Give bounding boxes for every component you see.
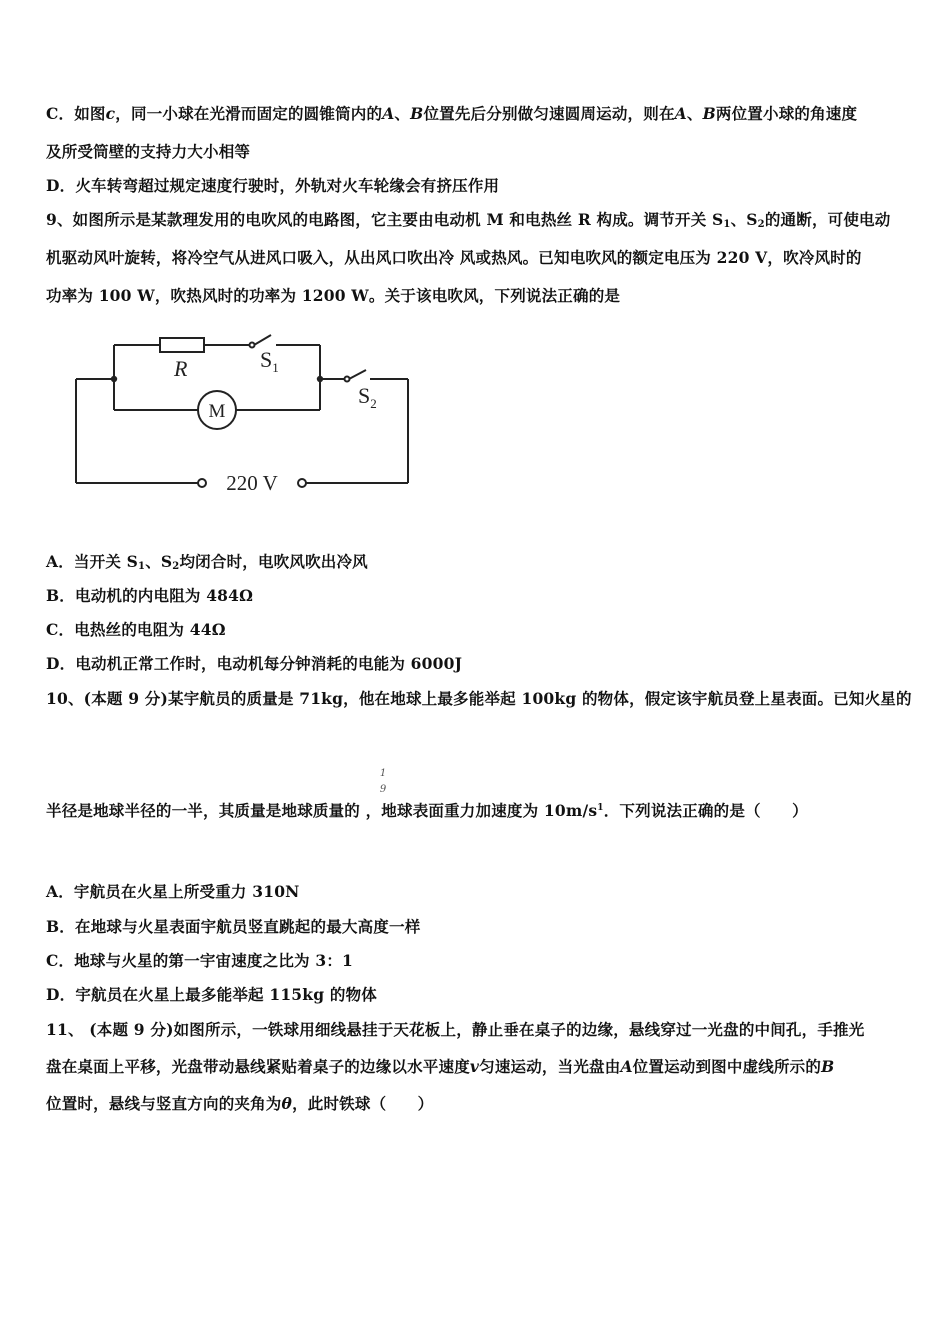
q9-option-d: D．电动机正常工作时，电动机每分钟消耗的电能为 6000J bbox=[46, 654, 463, 673]
fraction-one-ninth: 1 9 bbox=[379, 768, 387, 795]
q10-option-c: C．地球与火星的第一宇宙速度之比为 3：1 bbox=[46, 951, 354, 970]
q10-stem-line2: 半径是地球半径的一半，其质量是地球质量的 ，地球表面重力加速度为 $10m/s^1$．下列说法正确的是（ ） bbox=[46, 801, 808, 820]
terminal-left bbox=[198, 479, 206, 487]
label-m: M bbox=[208, 401, 226, 422]
q10-stem-line1: 10、(本题 9 分)某宇航员的质量是 71kg，他在地球上最多能举起 100kg 的物体，假定该宇航员登上星表面。已知火星的 bbox=[46, 689, 912, 708]
resistor-r bbox=[160, 338, 204, 352]
switch-s1 bbox=[254, 335, 271, 345]
q10-option-d: D．宇航员在火星上最多能举起 115kg 的物体 bbox=[46, 985, 377, 1004]
junction-left bbox=[111, 376, 117, 382]
label-s1: $S_1$ bbox=[260, 347, 279, 375]
q8-option-d: D．火车转弯超过规定速度行驶时，外轨对火车轮缘会有挤压作用 bbox=[46, 176, 500, 195]
circuit-diagram bbox=[70, 330, 420, 502]
q9-stem-line1: 9、如图所示是某款理发用的电吹风的电路图，它主要由电动机 M 和电热丝 R 构成。调节开关 $S_1$、$S_2$的通断，可使电动 bbox=[46, 210, 891, 230]
terminal-right bbox=[298, 479, 306, 487]
q8-option-c-line1: C．如图c，同一小球在光滑而固定的圆锥筒内的A、B位置先后分别做匀速圆周运动，则在A、B两位置小球的角速度 bbox=[46, 104, 858, 123]
label-voltage: 220 V bbox=[226, 471, 278, 495]
q9-stem-line3: 功率为 100 W，吹热风时的功率为 1200 W。关于该电吹风，下列说法正确的是 bbox=[46, 286, 621, 305]
q9-option-c: C．电热丝的电阻为 44Ω bbox=[46, 620, 226, 639]
label-s2: $S_2$ bbox=[358, 383, 377, 411]
q10-option-b: B．在地球与火星表面宇航员竖直跳起的最大高度一样 bbox=[46, 917, 421, 936]
q11-stem-line3: 位置时，悬线与竖直方向的夹角为θ，此时铁球（ ） bbox=[46, 1094, 434, 1113]
q11-stem-line1: 11、 (本题 9 分)如图所示，一铁球用细线悬挂于天花板上，静止垂在桌子的边缘，悬线穿过一光盘的中间孔，手推光 bbox=[46, 1020, 865, 1039]
q11-stem-line2: 盘在桌面上平移，光盘带动悬线紧贴着桌子的边缘以水平速度v匀速运动，当光盘由A位置运动到图中虚线所示的B bbox=[46, 1057, 835, 1076]
junction-right bbox=[317, 376, 323, 382]
q10-option-a: A．宇航员在火星上所受重力 310N bbox=[46, 882, 300, 901]
q9-option-a: A．当开关 $S_1$、$S_2$均闭合时，电吹风吹出冷风 bbox=[46, 552, 368, 572]
q8-option-c-line2: 及所受筒壁的支持力大小相等 bbox=[46, 142, 251, 161]
q9-option-b: B．电动机的内电阻为 484Ω bbox=[46, 586, 254, 605]
label-r: R bbox=[174, 356, 188, 381]
switch-s2 bbox=[349, 370, 366, 379]
q9-stem-line2: 机驱动风叶旋转，将冷空气从进风口吸入，从出风口吹出冷 风或热风。已知电吹风的额定电压为 220 V，吹冷风时的 bbox=[46, 248, 862, 267]
